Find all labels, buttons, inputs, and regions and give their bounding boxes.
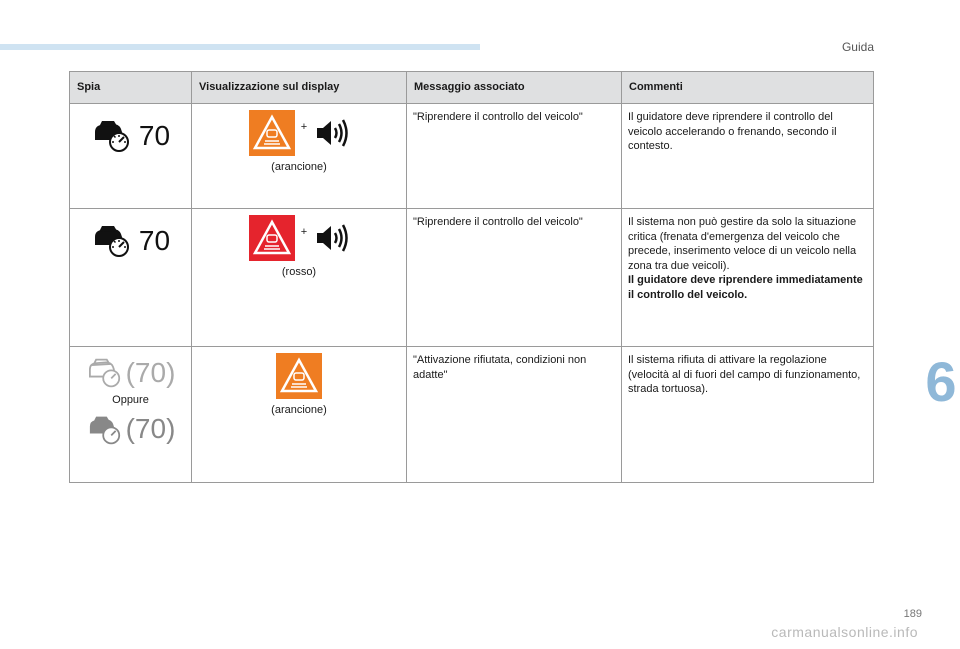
car-speedometer-icon — [91, 118, 133, 154]
table-header-row — [70, 72, 874, 104]
header-spia: Spia — [70, 72, 192, 104]
spia-cell — [70, 347, 192, 483]
comment-text: Il sistema non può gestire da solo la situazione critica (frenata d'emergenza del veicolo che precede, inserimento veloce di un veicolo nella zona tra due veicoli). — [628, 216, 857, 272]
comment-text: Il sistema rifiuta di attivare la regolazione (velocità al di fuori del campo di funzionamento, strada tortuosa). — [628, 354, 861, 395]
sound-icon — [315, 223, 349, 253]
comment-cell — [622, 104, 874, 209]
section-title: Guida — [841, 40, 874, 54]
warning-table — [69, 71, 874, 483]
car-speedometer-grey-icon — [86, 414, 124, 446]
watermark: carmanualsonline.info — [771, 624, 918, 640]
lane-warning-red-icon — [249, 215, 295, 261]
comment-bold-text: Il guidatore deve riprendere immediatamente il controllo del veicolo. — [628, 274, 863, 301]
table-row — [70, 104, 874, 209]
spia-indicator — [76, 223, 185, 259]
speed-value: (70) — [125, 356, 176, 388]
table-row — [70, 209, 874, 347]
display-cell — [192, 347, 407, 483]
speed-value: (70) — [125, 413, 176, 445]
comment-cell — [622, 209, 874, 347]
chapter-tab: 6 — [922, 342, 960, 420]
header-accent-bar — [0, 44, 480, 50]
car-speedometer-grey-icon — [86, 357, 124, 389]
lane-warning-orange-icon — [276, 353, 322, 399]
car-speedometer-icon — [91, 223, 133, 259]
display-cell — [192, 209, 407, 347]
comment-cell — [622, 347, 874, 483]
spia-indicator — [76, 118, 185, 154]
header-comments: Commenti — [622, 72, 874, 104]
plus-sign: + — [300, 120, 308, 133]
display-cell — [192, 104, 407, 209]
message-cell: "Riprendere il controllo del veicolo" — [407, 209, 622, 347]
spia-indicator-grey — [76, 357, 185, 389]
message-cell: "Riprendere il controllo del veicolo" — [407, 104, 622, 209]
oppure-label: Oppure — [112, 394, 149, 406]
header-display: Visualizzazione sul display — [192, 72, 407, 104]
comment-text: Il guidatore deve riprendere il controllo del veicolo accelerando o frenando, secondo il contesto. — [628, 111, 837, 152]
header-message: Messaggio associato — [407, 72, 622, 104]
spia-cell — [70, 104, 192, 209]
display-caption: (rosso) — [281, 266, 317, 278]
spia-cell — [70, 209, 192, 347]
message-cell: "Attivazione rifiutata, condizioni non adatte" — [407, 347, 622, 483]
spia-indicator-grey-alt — [76, 414, 185, 446]
speed-value: 70 — [138, 224, 171, 256]
display-caption: (arancione) — [271, 161, 327, 173]
speed-value: 70 — [138, 119, 171, 151]
plus-sign: + — [300, 225, 308, 238]
page-number: 189 — [903, 608, 922, 620]
lane-warning-orange-icon — [249, 110, 295, 156]
sound-icon — [315, 118, 349, 148]
table-row — [70, 347, 874, 483]
display-caption: (arancione) — [271, 404, 327, 416]
